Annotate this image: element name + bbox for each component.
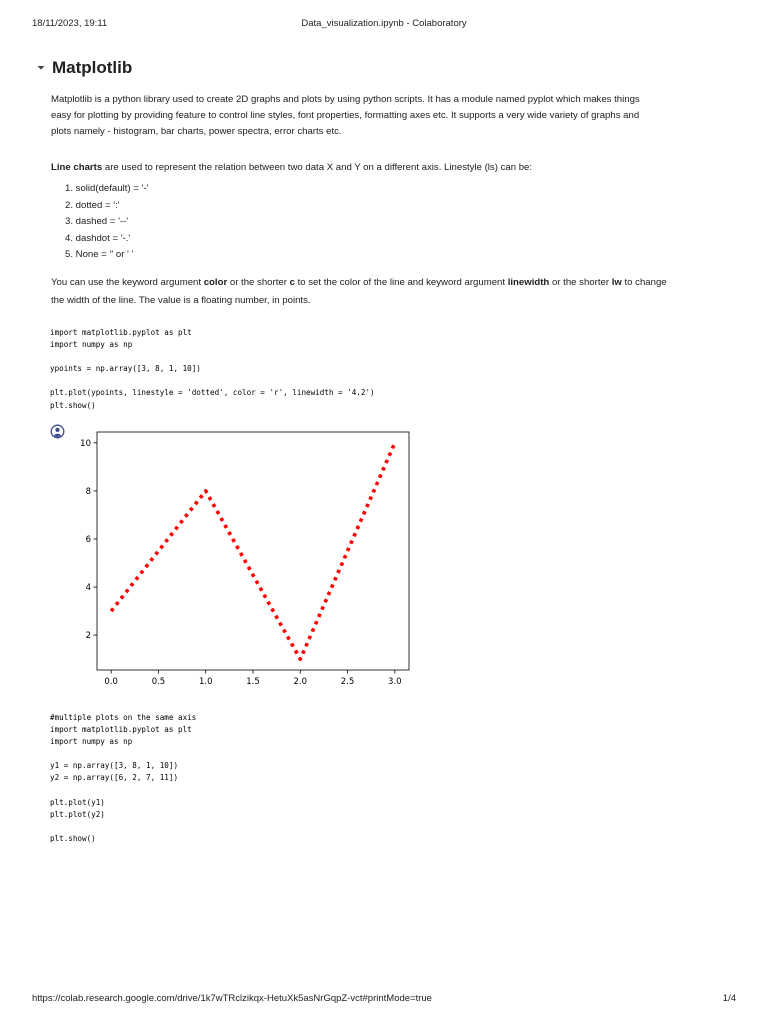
x-tick-label: 3.0 [388, 677, 402, 687]
caret-down-icon[interactable] [34, 61, 48, 75]
linestyle-list [65, 181, 148, 264]
keyword-linewidth: linewidth [507, 277, 550, 288]
list-item: 2. dotted = ':' [65, 199, 120, 211]
y-tick-label: 4 [85, 583, 91, 594]
color-linewidth-text [51, 274, 701, 309]
text-run: to set the color of the line and keyword argument [294, 277, 508, 288]
text-run: to change [621, 277, 667, 288]
x-tick-label: 1.5 [246, 677, 260, 687]
x-tick-label: 0.0 [104, 677, 118, 687]
plot-frame [97, 432, 409, 670]
y-tick-label: 6 [85, 534, 91, 545]
y-tick-label: 10 [80, 438, 91, 449]
code-cell-2[interactable]: #multiple plots on the same axis import matplotlib.pyplot as plt import numpy as np y1 = np.array([3, 8, 1, 10]) y2 = np.array([6, 2, 7, 11]) plt.plot(y1) plt.plot(y2) plt.show() [50, 713, 197, 843]
intro-text [51, 92, 701, 140]
line-charts-desc: are used to represent the relation between two data X and Y on a different axis. Linestyle (ls) can be: [102, 162, 533, 173]
list-item: 3. dashed = '--' [65, 216, 129, 228]
line-charts-text [51, 160, 701, 176]
print-date: 18/11/2023, 19:11 [32, 18, 108, 29]
keyword-color: color [203, 277, 228, 288]
list-item: 5. None = '' or ' ' [65, 249, 134, 261]
text-run: or the shorter [227, 277, 290, 288]
x-tick-label: 0.5 [151, 677, 166, 687]
code-cell-1[interactable]: import matplotlib.pyplot as plt import numpy as np ypoints = np.array([3, 8, 1, 10]) plt.plot(ypoints, linestyle = 'dotted', color = 'r', linewidth = '4.2') plt.show() [50, 328, 375, 410]
print-footer [32, 993, 736, 1007]
print-header [32, 18, 736, 32]
keyword-c: c [289, 277, 295, 288]
keyword-lw: lw [611, 277, 622, 288]
x-tick-label: 2.0 [293, 677, 308, 687]
x-tick-label: 2.5 [340, 677, 355, 687]
list-item: 1. solid(default) = '-' [65, 183, 149, 194]
text-line: the width of the line. The value is a floating number, in points. [51, 294, 311, 306]
text-run: or the shorter [549, 277, 612, 288]
list-item: 4. dashdot = '-.' [65, 232, 131, 244]
page-url: https://colab.research.google.com/drive/1k7wTRclzikqx-HetuXk5asNrGqpZ-vct#printMode=true [32, 993, 432, 1004]
text-run: You can use the keyword argument [51, 277, 204, 288]
line-chart [70, 425, 415, 690]
intro-line: easy for plotting by providing feature to control line styles, font properties, formatting axes etc. It supports a very wide variety of graphs and [51, 110, 640, 121]
intro-line: Matplotlib is a python library used to create 2D graphs and plots by using python scripts. It has a module named pyplot which makes things [51, 94, 640, 105]
section-title: Matplotlib [52, 58, 133, 77]
section-header[interactable] [34, 56, 132, 80]
x-tick-label: 1.0 [198, 677, 213, 687]
page-number: 1/4 [722, 993, 736, 1004]
y-tick-label: 2 [85, 631, 91, 642]
y-tick-label: 8 [85, 486, 91, 497]
output-user-icon[interactable] [50, 424, 65, 439]
intro-line: plots namely - histogram, bar charts, power spectra, error charts etc. [51, 126, 342, 137]
document-title: Data_visualization.ipynb - Colaboratory [301, 18, 467, 29]
line-charts-bold: Line charts [51, 162, 103, 173]
